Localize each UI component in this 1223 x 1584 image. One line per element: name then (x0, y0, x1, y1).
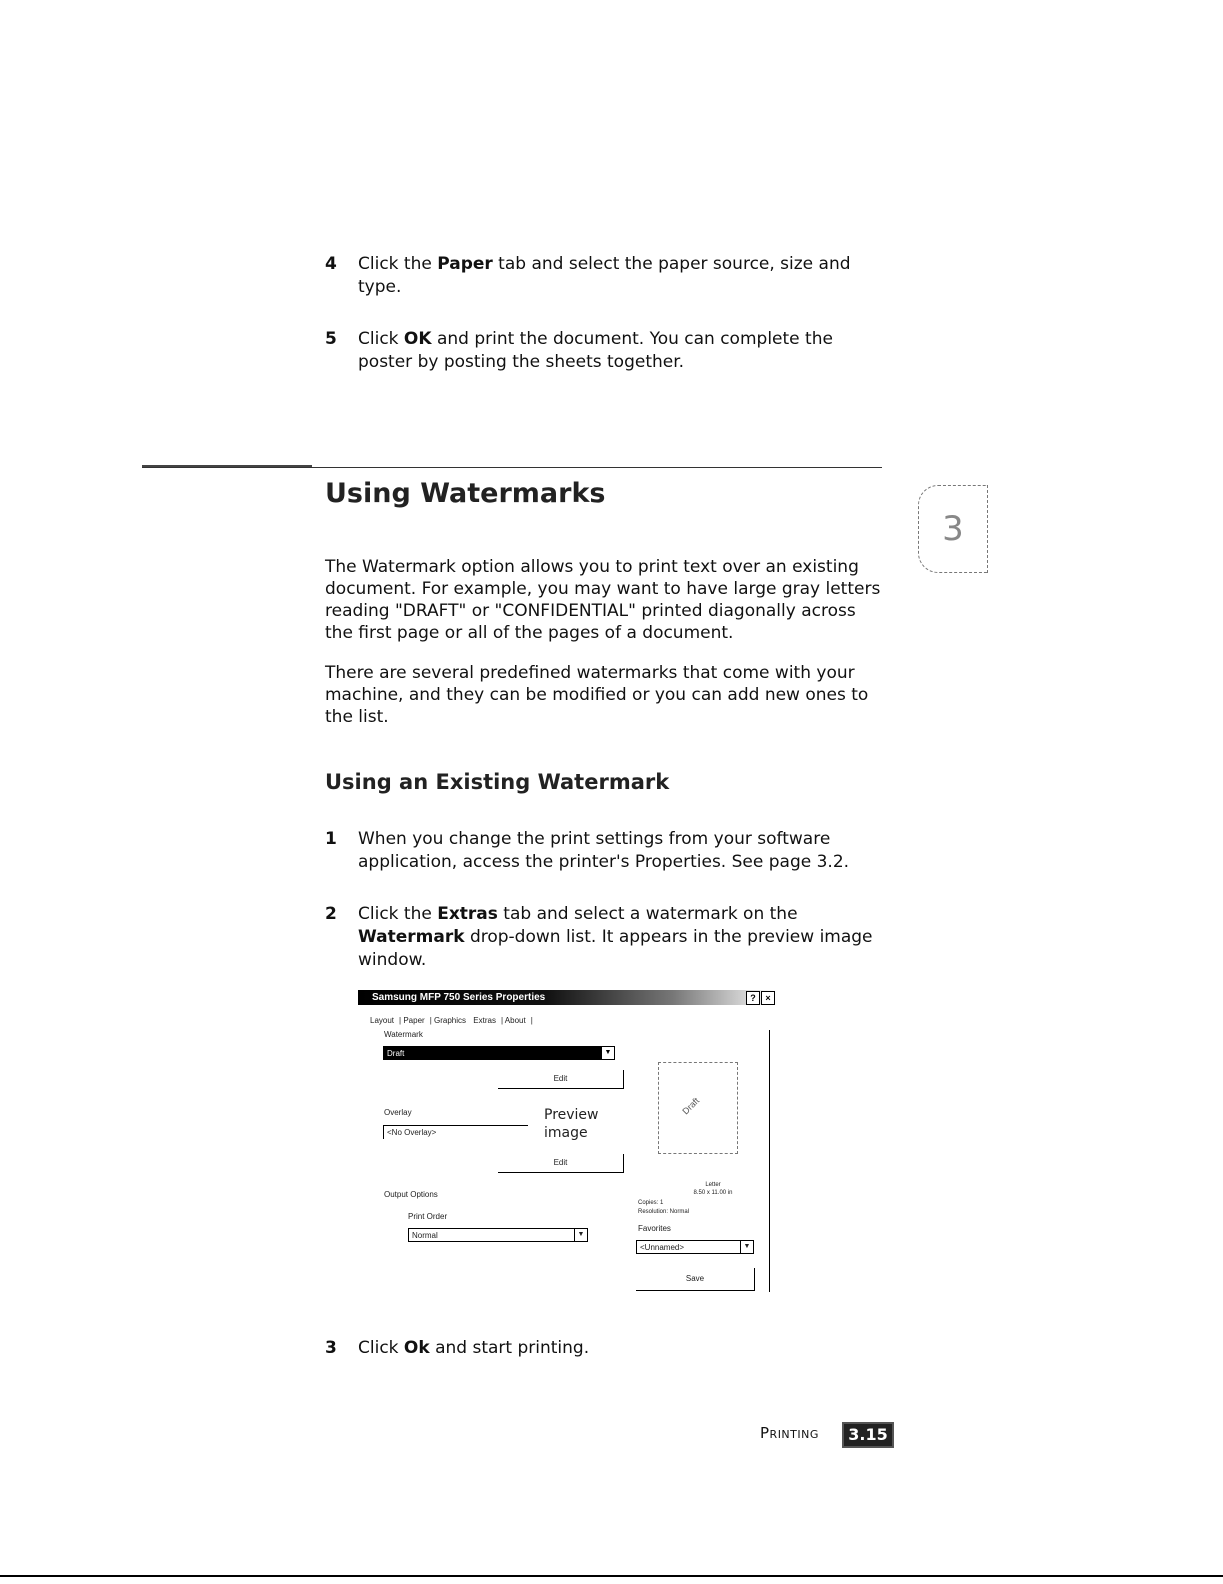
step-5: 5 Click OK and print the document. You can complete the poster by posting the sheets together. (325, 329, 833, 372)
tab-graphics[interactable]: Graphics (434, 1016, 467, 1025)
watermark-label: Watermark (384, 1030, 423, 1039)
footer-chapter-label: Printing (760, 1424, 819, 1442)
help-button[interactable]: ? (746, 991, 760, 1005)
print-order-label: Print Order (408, 1212, 448, 1221)
tab-layout[interactable]: Layout (370, 1016, 395, 1025)
watermark-dropdown[interactable]: Draft ▼ (383, 1046, 615, 1060)
paper-size: Letter (705, 1182, 721, 1188)
paper-dims: 8.50 x 11.00 in (693, 1190, 733, 1196)
favorites-dropdown[interactable]: <Unnamed> ▼ (636, 1240, 754, 1254)
dialog-border (769, 1030, 770, 1292)
section-title: Using Watermarks (325, 478, 606, 509)
tab-bar: Layout | Paper | Graphics Extras | About | (370, 1016, 533, 1025)
page-number: 3.15 (842, 1422, 894, 1448)
section-rule (142, 467, 882, 468)
step-4: 4 Click the Paper tab and select the paper source, size and type. (325, 254, 851, 297)
close-button[interactable]: × (761, 991, 775, 1005)
printer-properties-dialog (358, 990, 778, 1295)
chapter-tab: 3 (918, 485, 988, 573)
dialog-title: Samsung MFP 750 Series Properties (358, 990, 778, 1005)
favorites-label: Favorites (638, 1224, 671, 1233)
tab-paper[interactable]: Paper (403, 1016, 425, 1025)
watermark-edit-button[interactable]: Edit (498, 1070, 624, 1089)
preview-image-callout: Preview image (544, 1107, 599, 1141)
tab-extras[interactable]: Extras (473, 1016, 496, 1025)
save-button[interactable]: Save (636, 1268, 755, 1291)
overlay-edit-button[interactable]: Edit (498, 1154, 624, 1173)
step-2: 2 Click the Extras tab and select a watermark on the Watermark drop-down list. It appears in the preview image window. (325, 904, 873, 970)
resolution: Resolution: Normal (638, 1209, 690, 1215)
step-3: 3 Click Ok and start printing. (325, 1338, 590, 1358)
paragraph: The Watermark option allows you to print text over an existing document. For example, you may want to have large gray letters reading "DRAFT" or "CONFIDENTIAL" printed diagonally across the first page or all of the pages of a document. (325, 557, 881, 643)
chevron-down-icon: ▼ (601, 1047, 614, 1059)
paragraph: There are several predefined watermarks that come with your machine, and they can be modified or you can add new ones to the list. (325, 663, 869, 727)
subsection-title: Using an Existing Watermark (325, 770, 670, 794)
print-order-dropdown[interactable]: Normal ▼ (408, 1228, 588, 1242)
chevron-down-icon: ▼ (740, 1241, 753, 1253)
overlay-label: Overlay (384, 1108, 412, 1117)
overlay-dropdown[interactable]: <No Overlay> (383, 1125, 528, 1139)
preview-image: Draft (658, 1062, 738, 1154)
output-options-label: Output Options (384, 1190, 438, 1199)
page-bottom-edge (0, 1575, 1223, 1577)
step-1: 1 When you change the print settings from your software application, access the printer's Properties. See page 3.2. (325, 829, 850, 872)
chevron-down-icon: ▼ (574, 1229, 587, 1241)
tab-about[interactable]: About (504, 1016, 526, 1025)
copies: Copies: 1 (638, 1200, 664, 1206)
